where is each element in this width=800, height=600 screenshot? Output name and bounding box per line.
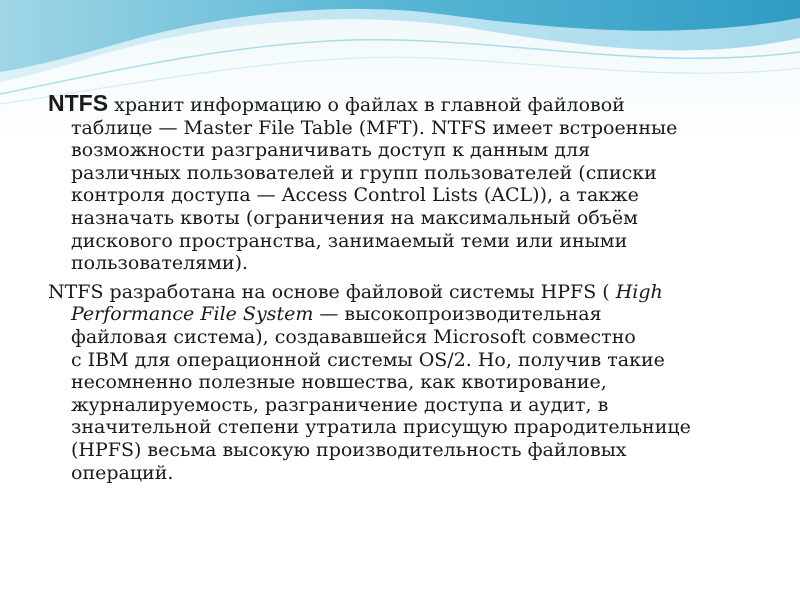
- text-line: журналируемость, разграничение доступа и аудит, в: [71, 393, 609, 416]
- text-line: назначать квоты (ограничения на максимальный объём: [71, 206, 638, 229]
- italic-text: Performance File System: [71, 303, 314, 326]
- text-line: хранит информацию о файлах в главной файловой: [108, 94, 625, 116]
- text-line: пользователями).: [71, 252, 249, 275]
- text-line: возможности разграничивать доступ к данным для: [71, 139, 591, 162]
- text-line: дискового пространства, занимаемый теми или иными: [71, 229, 628, 252]
- text-line: операций.: [71, 461, 174, 484]
- text-line: файловая система), создававшейся Microsoft совместно: [71, 325, 636, 348]
- paragraph-ntfs-history: [48, 281, 760, 484]
- paragraph-ntfs-description: [48, 92, 760, 275]
- text-line: значительной степени утратила присущую прародительнице: [71, 416, 691, 439]
- text-line: таблице — Master File Table (MFT). NTFS имеет встроенные: [71, 116, 678, 139]
- text-line: NTFS разработана на основе файловой системы HPFS (: [48, 280, 616, 303]
- text-line: различных пользователей и групп пользователей (списки: [71, 161, 657, 184]
- text-line: контроля доступа — Access Control Lists (ACL)), а также: [71, 184, 639, 207]
- italic-text: High: [615, 280, 663, 303]
- text-line: с IBM для операционной системы OS/2. Но, получив такие: [71, 348, 665, 371]
- text-line: (HPFS) весьма высокую производительность файловых: [71, 438, 627, 461]
- ntfs-lead-term: NTFS: [48, 90, 109, 116]
- slide-body-text: [48, 92, 760, 484]
- text-line: — высокопроизводительная: [313, 303, 602, 326]
- text-line: несомненно полезные новшества, как квотирование,: [71, 371, 607, 394]
